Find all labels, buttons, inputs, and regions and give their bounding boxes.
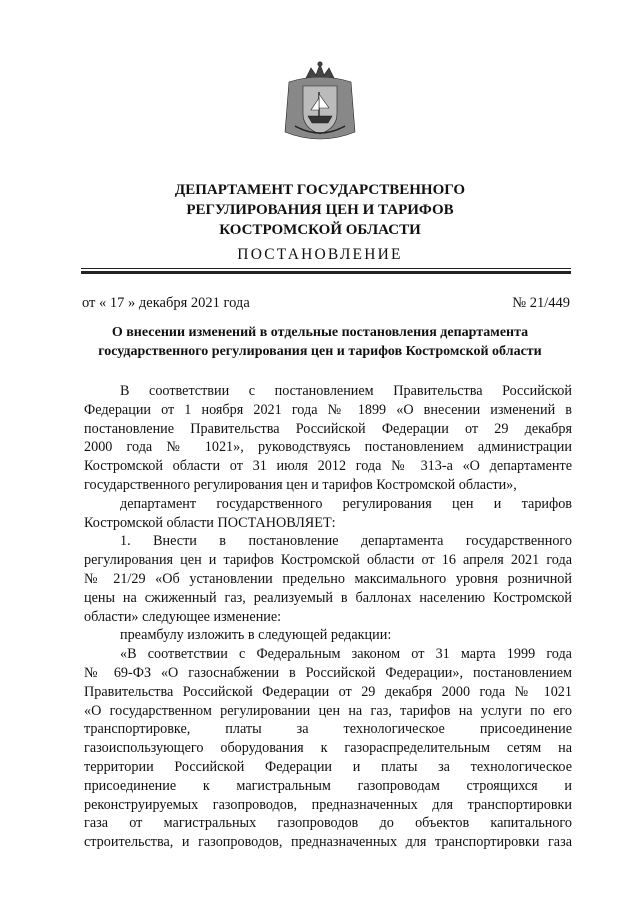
body-line: № 21/29 «Об установлении предельно максимального уровня розничной [84,570,572,587]
department-line: ДЕПАРТАМЕНТ ГОСУДАРСТВЕННОГО [174,182,466,198]
body-line: реконструируемых газопроводов, предназначенных для транспортировки [84,796,572,813]
body-line: Федерации от 1 ноября 2021 года № 1899 «О внесении изменений в [84,401,572,418]
body-line: Костромской области от 31 июля 2012 года № 313-а «О департаменте [84,458,572,475]
body-line: преамбулу изложить в следующей редакции: [120,627,392,644]
divider-thick [81,271,571,274]
body-line: цены на сжиженный газ, реализуемый в баллонах населению Костромской [84,589,572,606]
body-line: присоединение к магистральным газопроводам строящихся и [84,777,572,794]
body-line: строительства, и газопроводов, предназначенных для транспортировки газа [84,834,572,851]
body-line: Костромской области ПОСТАНОВЛЯЕТ: [84,514,336,531]
body-line: 1. Внести в постановление департамента государственного [120,533,572,550]
body-line: № 69-ФЗ «О газоснабжении в Российской Федерации», постановлением [84,664,572,681]
subject-line: государственного регулирования цен и тарифов Костромской области [98,344,542,359]
coat-of-arms-emblem [281,60,359,146]
decree-subject [0,323,640,361]
body-line: департамент государственного регулирования цен и тарифов [120,495,572,512]
decree-body [84,382,572,852]
decree-number: № 21/449 [512,295,570,311]
subject-line: О внесении изменений в отдельные постановления департамента [111,325,529,340]
body-line: регулирования цен и тарифов Костромской области от 16 апреля 2021 года [84,552,572,569]
body-line: области» следующее изменение: [84,608,282,625]
decree-date: от « 17 » декабря 2021 года [82,295,250,311]
body-line: газа от магистральных газопроводов до объектов капитального [84,815,572,832]
body-line: транспортировке, платы за технологическое присоединение [84,721,572,738]
body-line: «В соответствии с Федеральным законом от 31 марта 1999 года [120,646,572,663]
body-line: В соответствии с постановлением Правительства Российской [120,383,572,399]
body-line: государственного регулирования цен и тарифов Костромской области», [84,476,517,493]
body-line: газоиспользующего оборудования к газораспределительным сетям на [84,740,572,757]
body-line: Правительства Российской Федерации от 29 декабря 2000 года № 1021 [84,683,572,700]
decree-title: ПОСТАНОВЛЕНИЕ [237,246,403,263]
department-line: РЕГУЛИРОВАНИЯ ЦЕН И ТАРИФОВ [186,202,454,218]
body-line: 2000 года № 1021», руководствуясь постановлением администрации [84,439,572,456]
department-line: КОСТРОМСКОЙ ОБЛАСТИ [219,222,421,238]
department-name [0,180,640,240]
body-line: постановление Правительства Российской Федерации от 29 декабря [84,420,572,437]
divider-thin [81,268,571,269]
body-line: «О государственном регулировании цен на газ, тарифов на услуги по его [84,702,572,719]
body-line: территории Российской Федерации и платы за технологическое [84,758,572,775]
